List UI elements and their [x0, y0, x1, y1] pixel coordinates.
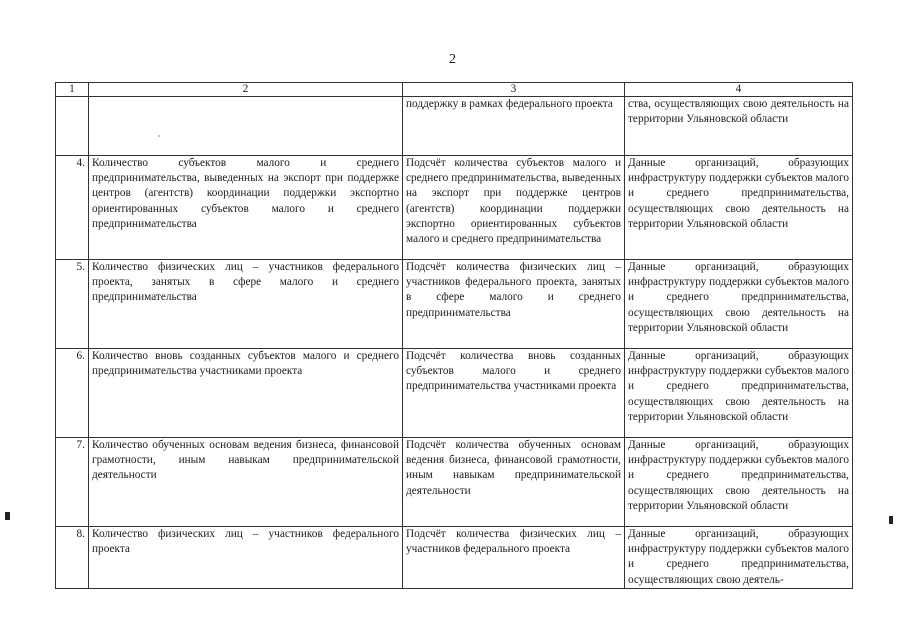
table-row	[56, 527, 853, 589]
calculation-method: поддержку в рамках федерального проекта	[403, 97, 625, 156]
indicator-name: Количество физических лиц – участников федерального проекта, занятых в сфере малого и среднего предпринимательства	[89, 260, 403, 349]
table-row	[56, 97, 853, 156]
row-number: 4.	[56, 156, 89, 260]
indicator-name	[89, 97, 403, 156]
data-source: Данные организаций, образующих инфраструктуру поддержки субъектов малого и среднего предпринимательства, осуществляющих свою деятельность на территории Ульяновской области	[625, 260, 853, 349]
indicators-table	[55, 82, 853, 589]
indicator-name: Количество вновь созданных субъектов малого и среднего предпринимательства участниками проекта	[89, 349, 403, 438]
page-number: 2	[449, 52, 456, 67]
row-number: 8.	[56, 527, 89, 589]
column-header-1: 1	[56, 83, 89, 97]
table-row	[56, 349, 853, 438]
indicator-name: Количество физических лиц – участников федерального проекта	[89, 527, 403, 589]
row-number	[56, 97, 89, 156]
calculation-method: Подсчёт количества вновь созданных субъектов малого и среднего предпринимательства участниками проекта	[403, 349, 625, 438]
column-header-4: 4	[625, 83, 853, 97]
data-source: Данные организаций, образующих инфраструктуру поддержки субъектов малого и среднего предпринимательства, осуществляющих свою деятельность на территории Ульяновской области	[625, 438, 853, 527]
column-header-2: 2	[89, 83, 403, 97]
table-row	[56, 156, 853, 260]
table-header	[56, 83, 853, 97]
scan-mark-right	[889, 516, 893, 524]
calculation-method: Подсчёт количества физических лиц – участников федерального проекта	[403, 527, 625, 589]
data-source: Данные организаций, образующих инфраструктуру поддержки субъектов малого и среднего предпринимательства, осуществляющих свою деятель-	[625, 527, 853, 589]
row-number: 7.	[56, 438, 89, 527]
row-number: 5.	[56, 260, 89, 349]
scan-dot	[158, 135, 160, 137]
indicator-name: Количество субъектов малого и среднего предпринимательства, выведенных на экспорт при поддержке центров (агентств) координации поддержки экспортно ориентированных субъектов малого и среднего предпринимательства	[89, 156, 403, 260]
row-number: 6.	[56, 349, 89, 438]
data-source: Данные организаций, образующих инфраструктуру поддержки субъектов малого и среднего предпринимательства, осуществляющих свою деятельность на территории Ульяновской области	[625, 156, 853, 260]
calculation-method: Подсчёт количества обученных основам ведения бизнеса, финансовой грамотности, иным навыкам предпринимательской деятельности	[403, 438, 625, 527]
table-row	[56, 438, 853, 527]
calculation-method: Подсчёт количества физических лиц – участников федерального проекта, занятых в сфере малого и среднего предпринимательства	[403, 260, 625, 349]
calculation-method: Подсчёт количества субъектов малого и среднего предпринимательства, выведенных на экспорт при поддержке центров (агентств) координации поддержки экспортно ориентированных субъектов малого и среднего предпринимательства	[403, 156, 625, 260]
table-row	[56, 260, 853, 349]
indicator-name: Количество обученных основам ведения бизнеса, финансовой грамотности, иным навыкам предпринимательской деятельности	[89, 438, 403, 527]
scan-mark-left	[5, 512, 10, 520]
column-header-3: 3	[403, 83, 625, 97]
data-source: Данные организаций, образующих инфраструктуру поддержки субъектов малого и среднего предпринимательства, осуществляющих свою деятельность на территории Ульяновской области	[625, 349, 853, 438]
data-source: ства, осуществляющих свою деятельность на территории Ульяновской области	[625, 97, 853, 156]
